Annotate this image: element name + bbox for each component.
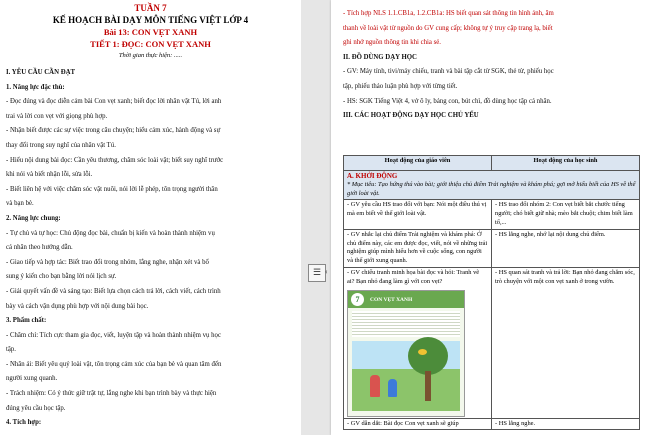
textbook-text-block [352,311,460,337]
body-line: bày và cách vận dụng phù hợp với nội dung bài học. [6,302,149,310]
child-figure [370,375,380,397]
textbook-illustration [347,290,465,417]
body-line: - Trách nhiệm: Có ý thức giữ trật tự, lắng nghe khi bạn trình bày và thực hiện [6,390,217,398]
subsection-heading: 2. Năng lực chung: [6,214,61,222]
body-line: - Hiểu nội dung bài đọc: Cần yêu thương, chăm sóc loài vật; biết suy nghĩ trước [6,156,224,164]
table-row [344,229,640,267]
body-line: ghi nhớ nguồn thông tin khi chia sẻ. [343,39,441,47]
body-line: trai và lời con vẹt với giọng phù hợp. [6,112,108,120]
comment-icon[interactable]: ☰ [308,264,326,282]
teacher-cell [344,267,492,418]
body-line: - Tự chủ và tự học: Chủ động đọc bài, chuẩn bị kiến và hoàn thành nhiệm vụ [6,229,215,237]
body-line: - GV: Máy tính, tivi/máy chiếu, tranh và bài tập cắt từ SGK, thẻ từ, phiếu học [343,68,554,76]
header-student: Hoạt động của học sinh [492,156,640,171]
section-title: A. KHỞI ĐỘNG [347,172,398,180]
body-line: người xung quanh. [6,375,58,383]
section-row [344,171,640,200]
body-line: - HS: SGK Tiếng Việt 4, vở ô ly, bảng con, bút chì, đồ dùng học tập cá nhân. [343,97,552,105]
body-line: - Nhận biết được các sự việc trong câu chuyện; hiểu cảm xúc, hành động và sự [6,127,221,135]
section-goal: * Mục tiêu: Tạo hứng thú vào bài; giới thiệu chủ điểm Trải nghiệm và khám phá; gợi mở hiểu biết của HS về thế giới loài vật. [347,180,636,197]
tree-trunk-shape [425,371,431,401]
week-heading: TUẦN 7 [134,3,167,13]
body-line: - Tích hợp NLS 1.1.CB1a, 1.2.CB1a: HS biết quan sát thông tin hình ảnh, âm [343,10,554,17]
textbook-lesson-number: 7 [351,293,364,306]
teacher-cell: - GV yêu cầu HS trao đổi với bạn: Nói một điều thú vị mà em biết về thế giới loài vật. [344,200,492,229]
body-line: đúng yêu cầu học tập. [6,404,66,412]
section-heading: II. ĐỒ DÙNG DẠY HỌC [343,53,417,61]
teacher-cell: - GV dẫn dắt: Bài đọc Con vẹt xanh sẽ giúp [344,418,492,430]
left-page [0,0,301,435]
section-heading: III. CÁC HOẠT ĐỘNG DẠY HỌC CHỦ YẾU [343,112,479,120]
body-line: tập. [6,346,17,354]
body-line: thay đổi trong suy nghĩ của nhân vật Tú. [6,141,116,149]
table-row [344,267,640,418]
child-figure [388,379,397,397]
body-line: - Giải quyết vấn đề và sáng tạo: Biết lựa chọn cách trả lời, cách viết, cách trình [6,287,221,295]
subsection-heading: 3. Phẩm chất: [6,317,47,325]
activity-table [343,155,640,430]
body-line: cá nhân theo hướng dẫn. [6,244,73,252]
student-cell: - HS quan sát tranh và trả lời: Bạn nhỏ đang chăm sóc, trò chuyện với một con vẹt xanh ở trong vườn. [492,267,640,418]
header-teacher: Hoạt động của giáo viên [344,156,492,171]
left-body-text [6,66,297,431]
body-line: sung ý kiến cho bạn bằng lời nói lịch sự. [6,273,117,281]
subsection-heading: 1. Năng lực đặc thù: [6,83,65,91]
body-line: tập, phiếu thảo luận phù hợp với từng tiết. [343,82,458,90]
lesson-title: Bài 13: CON VẸT XANH [103,27,198,37]
parrot-shape [418,349,427,355]
body-line: - Giao tiếp và hợp tác: Biết trao đổi trong nhóm, lắng nghe, nhận xét và bổ [6,258,209,266]
chevron-left-icon[interactable]: ‹ [325,267,328,276]
right-body-text [343,7,640,124]
body-line: và bạn bè. [6,200,34,208]
page-gap [301,0,331,435]
section-heading: I. YÊU CẦU CẦN ĐẠT [6,69,76,76]
student-cell: - HS lắng nghe. [492,418,640,430]
body-line: - Nhân ái: Biết yêu quý loài vật, tôn trọng cảm xúc của bạn bè và quan tâm đến [6,360,222,368]
textbook-lesson-title: CON VẸT XANH [370,296,413,303]
time-line: Thời gian thực hiện: ..... [118,52,183,59]
plan-title: KẾ HOẠCH BÀI DẠY MÔN TIẾNG VIỆT LỚP 4 [52,15,249,25]
period-title: TIẾT 1: ĐỌC: CON VẸT XANH [90,39,211,49]
body-line: - Đọc đúng và đọc diễn cảm bài Con vẹt xanh; biết đọc lời nhân vật Tú, lời anh [6,98,222,106]
student-cell: - HS trao đổi nhóm 2: Con vẹt biết bắt chước tiếng người; chó biết giữ nhà; mèo bắt chuột; chim biết làm tổ,... [492,200,640,229]
body-line: thanh về loài vật từ nguồn do GV cung cấp; không tự ý truy cập trang lạ, biết [343,24,553,32]
subsection-heading: 4. Tích hợp: [6,419,42,427]
table-header-row [344,156,640,171]
body-line: khi nói và biết nhận lỗi, sửa lỗi. [6,171,93,179]
table-row [344,418,640,430]
student-cell: - HS lắng nghe, nhớ lại nội dung chủ điểm. [492,229,640,267]
body-line: - Biết liên hệ với việc chăm sóc vật nuôi, nói lời lễ phép, tôn trọng người thân [6,185,218,193]
body-line: - Chăm chỉ: Tích cực tham gia đọc, viết, luyện tập và hoàn thành nhiệm vụ học [6,331,221,339]
table-row [344,200,640,229]
teacher-cell-text: - GV chiếu tranh minh họa bài đọc và hỏi: Tranh vẽ ai? Bạn nhỏ đang làm gì với con vẹt? [347,268,480,285]
tree-shape [408,337,448,375]
section-cell [344,171,640,200]
right-page [331,0,650,435]
teacher-cell: - GV nhắc lại chủ điểm Trải nghiệm và khám phá: Ở chủ điểm này, các em được đọc, viết, nói về những trải nghiệm giúp mình hiểu hơn về cuộc sống, con người và thế giới xung quanh. [344,229,492,267]
